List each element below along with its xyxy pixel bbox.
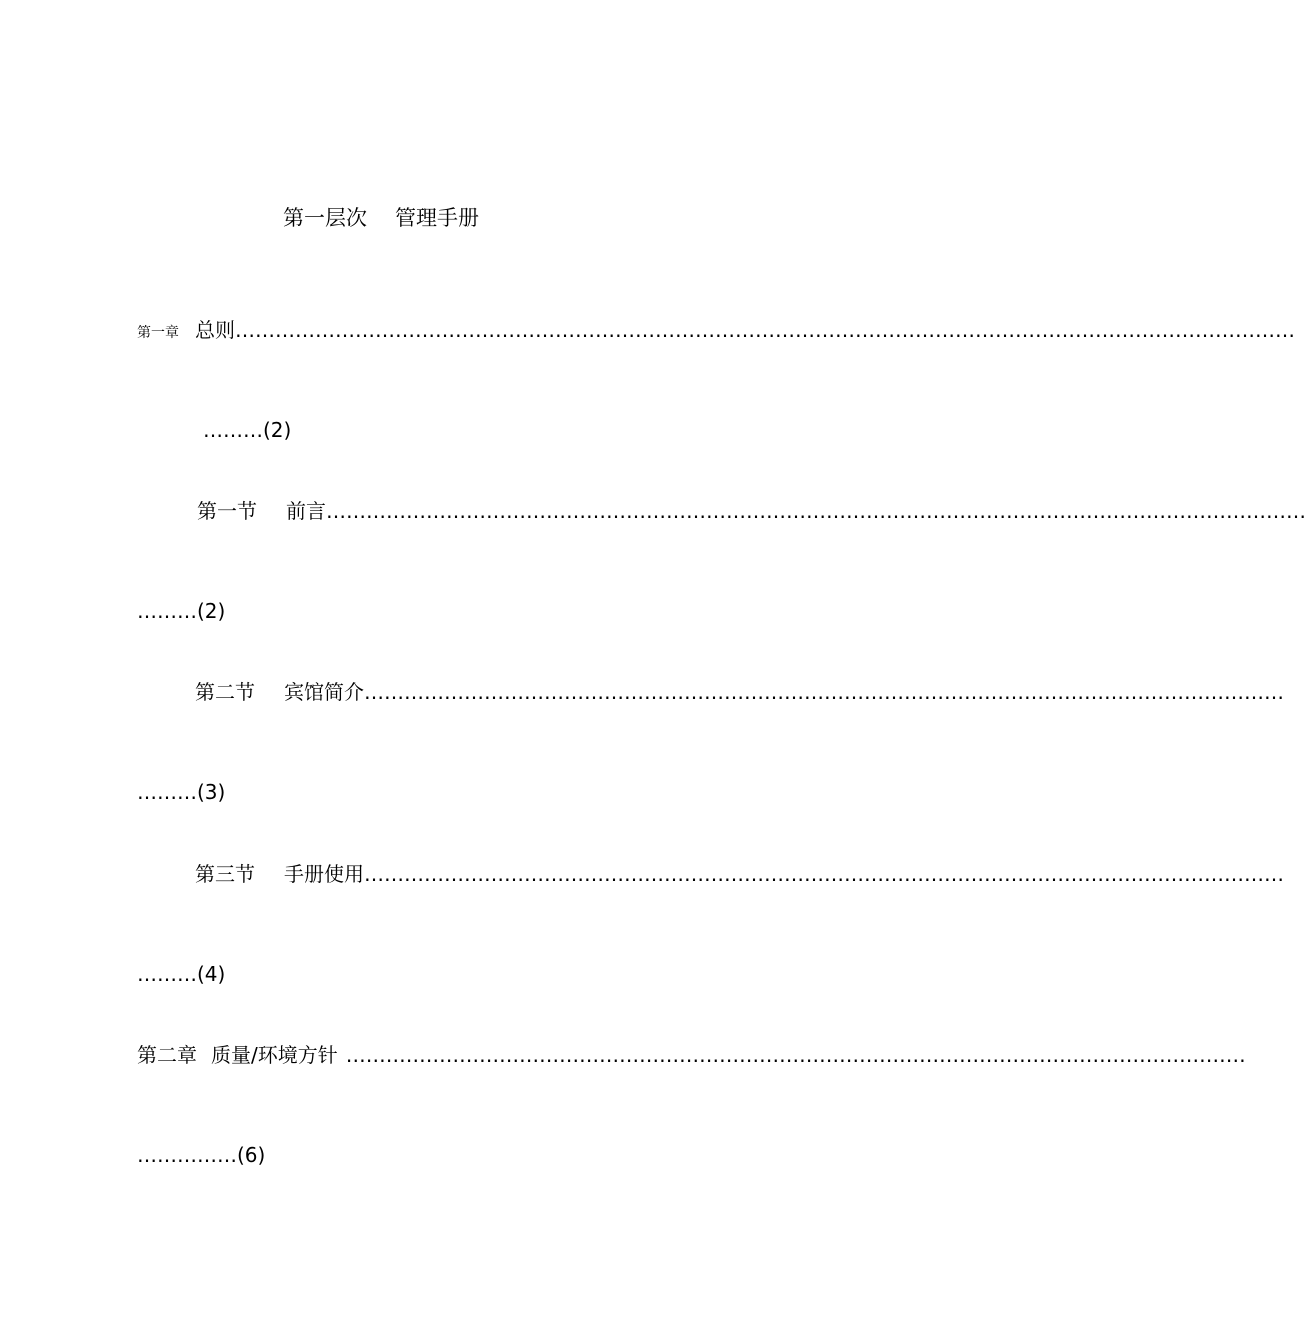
document-title [283, 203, 479, 233]
toc-page-number: (6) [237, 1143, 266, 1167]
toc-dot-leader: ……………………………………………………………………………………………………………………… [345, 1043, 1246, 1067]
toc-page-number: (2) [263, 418, 292, 442]
toc-entry-continuation [137, 778, 225, 806]
toc-page-number: (3) [197, 780, 226, 804]
toc-dot-leader: ………………………………………………………………………………………………………………………………… [326, 499, 1306, 523]
toc-entry-section-2 [195, 678, 1284, 706]
toc-entry-label: 第二节 [195, 680, 255, 704]
toc-entry-chapter-2 [137, 1041, 1246, 1069]
toc-entry-chapter-1 [137, 316, 1295, 347]
toc-entry-section-1 [197, 497, 1306, 525]
toc-dot-leader-continued: ……… [137, 962, 197, 986]
toc-entry-continuation [137, 597, 225, 625]
toc-entry-title: 总则 [195, 318, 235, 342]
toc-dot-leader: ………………………………………………………………………………………………………………………… [364, 862, 1284, 886]
toc-entry-continuation [137, 960, 225, 988]
toc-dot-leader-continued: …………… [137, 1143, 237, 1167]
toc-entry-title: 手册使用 [284, 862, 364, 886]
title-part-2: 管理手册 [395, 206, 479, 230]
toc-entry-continuation [137, 1141, 265, 1169]
title-part-1: 第一层次 [283, 206, 367, 230]
toc-entry-section-3 [195, 860, 1284, 888]
toc-dot-leader-continued: ……… [203, 418, 263, 442]
toc-dot-leader: ………………………………………………………………………………………………………………………… [364, 680, 1284, 704]
toc-entry-label: 第三节 [195, 862, 255, 886]
toc-entry-continuation [203, 416, 291, 444]
toc-page-number: (2) [197, 599, 226, 623]
toc-dot-leader-continued: ……… [137, 780, 197, 804]
toc-dot-leader-continued: ……… [137, 599, 197, 623]
toc-page-number: (4) [197, 962, 226, 986]
toc-entry-label: 第一节 [197, 499, 257, 523]
toc-entry-label: 第二章 [137, 1043, 197, 1067]
toc-entry-title: 质量/环境方针 [211, 1043, 338, 1067]
toc-entry-title: 宾馆简介 [284, 680, 364, 704]
toc-entry-label: 第一章 [137, 325, 179, 341]
toc-dot-leader: …………………………………………………………………………………………………………………………………………… [235, 318, 1295, 342]
toc-entry-title: 前言 [286, 499, 326, 523]
